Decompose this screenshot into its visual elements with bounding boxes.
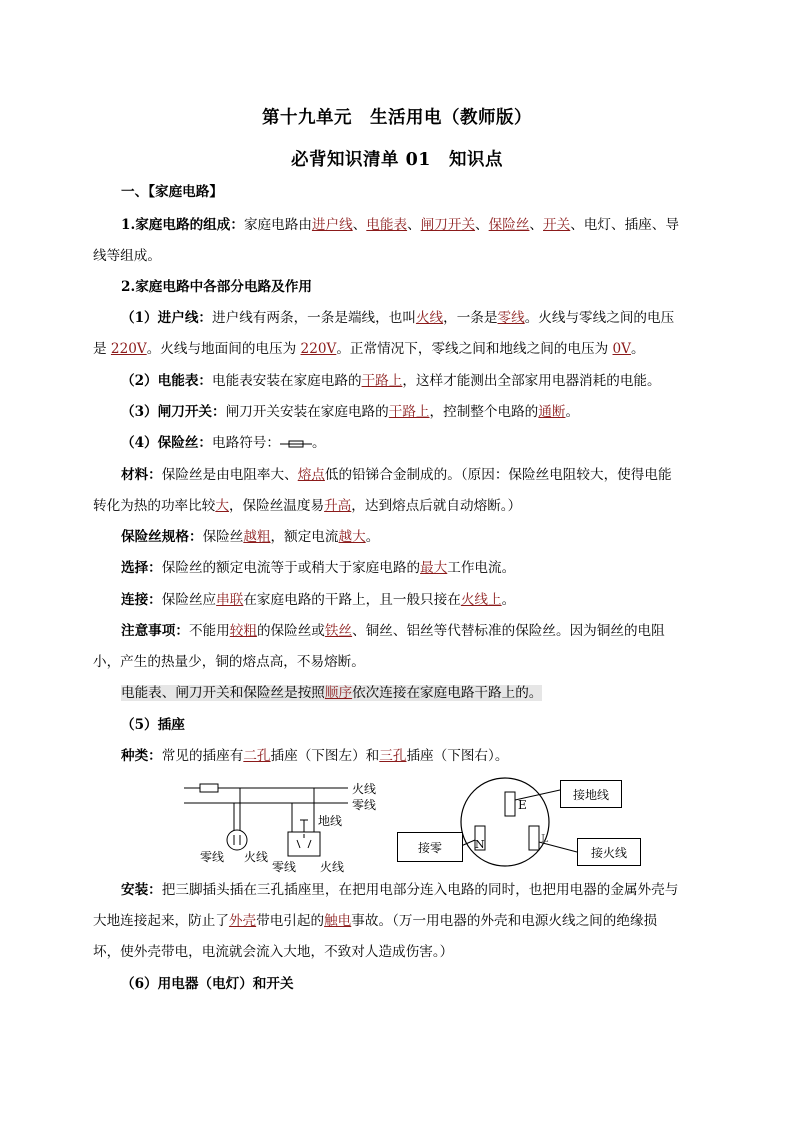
hole-l-label: L — [541, 832, 549, 845]
keyword: 220V — [300, 341, 337, 357]
paragraph-installation-cont2: 坏，使外壳带电，电流就会流入大地，不致对人造成伤害。） — [93, 944, 454, 960]
keyword: 外壳 — [228, 913, 257, 929]
text: 保险丝是由电阻率大、 — [161, 467, 298, 483]
text: ，控制整个电路的 — [429, 404, 539, 420]
keyword: 较粗 — [229, 623, 257, 639]
text: 家庭电路由 — [243, 217, 312, 233]
paragraph-installation-cont — [93, 911, 657, 931]
keyword: 开关 — [543, 217, 571, 233]
text: 电能表、闸刀开关和保险丝是按照 — [121, 685, 325, 701]
text: 。火线与零线之间的电压 — [524, 310, 675, 326]
text: ，额定电流 — [270, 529, 339, 545]
text: 、电灯、插座、导 — [570, 217, 679, 233]
neutral-wire-label: 零线 — [352, 798, 377, 812]
text: 、铜丝、铝丝等代替标准的保险丝。因为铜丝的电阻 — [352, 623, 665, 639]
paragraph-knife-switch — [121, 402, 579, 422]
keyword: 火线上 — [460, 592, 502, 608]
text: 不能用 — [188, 623, 230, 639]
keyword: 220V — [110, 341, 147, 357]
neutral-connect-label: 接零 — [397, 832, 463, 862]
live-wire-label: 火线 — [352, 782, 377, 796]
label: 选择： — [121, 560, 162, 576]
label: （1）进户线： — [121, 310, 213, 326]
text: 、 — [529, 217, 544, 233]
paragraph-precautions-cont: 小，产生的热量少，铜的熔点高，不易熔断。 — [93, 654, 365, 670]
three-hole-neutral-label: 零线 — [272, 860, 297, 874]
keyword: 零线 — [497, 310, 525, 326]
text: 转化为热的功率比较 — [93, 498, 216, 514]
keyword: 火线 — [415, 310, 444, 326]
text: 事故。（万一用电器的外壳和电源火线之间的绝缘损 — [351, 913, 658, 929]
label: （3）闸刀开关： — [121, 404, 226, 420]
keyword: 二孔 — [243, 748, 271, 764]
keyword: 触电 — [324, 913, 352, 929]
keyword: 升高 — [324, 498, 352, 514]
page-title: 第十九单元 生活用电（教师版） — [262, 108, 532, 128]
text: 。火线与地面间的电压为 — [146, 341, 301, 357]
label: 安装： — [121, 882, 162, 898]
section-heading-household-circuit: 一、【家庭电路】 — [121, 184, 223, 200]
text: 闸刀开关安装在家庭电路的 — [225, 404, 389, 420]
paragraph-selection — [121, 558, 515, 578]
text: 把三脚插头插在三孔插座里，在把用电部分连入电路的同时，也把用电器的金属外壳与 — [161, 882, 679, 898]
text: 。 — [501, 592, 516, 608]
text: 在家庭电路的干路上，且一般只接在 — [243, 592, 461, 608]
text: 工作电流。 — [447, 560, 516, 576]
text: ，达到熔点后就自动熔断。） — [351, 498, 522, 514]
label: 注意事项： — [121, 623, 189, 639]
text: 的保险丝或 — [256, 623, 325, 639]
keyword: 保险丝 — [488, 217, 530, 233]
two-hole-neutral-label: 零线 — [200, 850, 225, 864]
keyword: 顺序 — [324, 685, 353, 701]
keyword: 越粗 — [243, 529, 271, 545]
keyword: 0V — [612, 341, 631, 357]
socket-wiring-diagram — [180, 776, 380, 876]
paragraph-installation — [121, 880, 678, 900]
label: 连接： — [121, 592, 162, 608]
text: 带电引起的 — [256, 913, 325, 929]
label: 种类： — [121, 748, 162, 764]
ground-wire-label: 地线 — [318, 814, 343, 828]
paragraph-service-line-cont — [93, 339, 645, 359]
paragraph-fuse-spec — [121, 527, 379, 547]
text: ，这样才能测出全部家用电器消耗的电能。 — [402, 373, 661, 389]
keyword: 三孔 — [379, 748, 407, 764]
text: ，保险丝温度易 — [228, 498, 325, 514]
paragraph-composition-cont: 线等组成。 — [93, 248, 161, 264]
highlighted-text — [121, 685, 542, 701]
keyword: 大 — [215, 498, 229, 514]
keyword: 电能表 — [366, 217, 408, 233]
two-hole-live-label: 火线 — [244, 850, 269, 864]
text: 。正常情况下，零线之间和地线之间的电压为 — [336, 341, 613, 357]
paragraph-connection — [121, 590, 515, 610]
three-hole-live-label: 火线 — [320, 860, 345, 874]
label: （4）保险丝： — [121, 435, 213, 451]
keyword: 熔点 — [297, 467, 325, 483]
paragraph-fuse — [121, 433, 326, 453]
keyword: 铁丝 — [324, 623, 353, 639]
paragraph-composition — [121, 215, 679, 235]
text: 。 — [365, 529, 380, 545]
paragraph-precautions — [121, 621, 665, 641]
paragraph-material-cont — [93, 496, 521, 516]
text: 。 — [630, 341, 645, 357]
paragraph-material — [121, 465, 672, 485]
text: 、 — [352, 217, 367, 233]
text: 插座（下图右）。 — [406, 748, 509, 764]
label: 1.家庭电路的组成： — [121, 217, 244, 233]
page-subtitle: 必背知识清单 01 知识点 — [291, 150, 503, 170]
keyword: 通断 — [538, 404, 566, 420]
paragraph-service-line — [121, 308, 674, 328]
three-hole-socket-diagram — [395, 770, 645, 875]
heading-circuit-parts: 2.家庭电路中各部分电路及作用 — [121, 279, 312, 295]
text: 低的铅锑合金制成的。（原因：保险丝电阻较大，使得电能 — [324, 467, 672, 483]
keyword: 闸刀开关 — [420, 217, 476, 233]
label: 保险丝规格： — [121, 529, 203, 545]
keyword: 最大 — [420, 560, 448, 576]
keyword: 进户线 — [311, 217, 353, 233]
text: 保险丝应 — [161, 592, 217, 608]
text: 保险丝的额定电流等于或稍大于家庭电路的 — [161, 560, 421, 576]
text: 是 — [93, 341, 111, 357]
text: 大地连接起来，防止了 — [93, 913, 229, 929]
live-connect-label: 接火线 — [577, 838, 641, 866]
keyword: 干路上 — [361, 373, 403, 389]
text: 依次连接在家庭电路干路上的。 — [352, 685, 543, 701]
text: 保险丝 — [202, 529, 244, 545]
paragraph-order-note — [121, 683, 542, 703]
label: （2）电能表： — [121, 373, 213, 389]
hole-n-label: N — [475, 838, 485, 851]
keyword: 干路上 — [388, 404, 430, 420]
text: 。 — [565, 404, 580, 420]
keyword: 越大 — [338, 529, 366, 545]
text: 电能表安装在家庭电路的 — [212, 373, 362, 389]
text: 。 — [312, 435, 326, 451]
paragraph-meter — [121, 371, 661, 391]
hole-e-label: E — [518, 798, 527, 812]
text: 常见的插座有 — [161, 748, 244, 764]
heading-appliance-switch: （6）用电器（电灯）和开关 — [121, 976, 294, 992]
label: 材料： — [121, 467, 162, 483]
paragraph-socket-types — [121, 746, 508, 766]
keyword: 串联 — [216, 592, 244, 608]
fuse-symbol-icon — [280, 438, 312, 450]
text: 、 — [475, 217, 489, 233]
text: 、 — [407, 217, 421, 233]
text: 电路符号： — [212, 435, 280, 451]
heading-socket: （5）插座 — [121, 717, 185, 733]
text: 插座（下图左）和 — [270, 748, 380, 764]
text: 进户线有两条，一条是端线，也叫 — [212, 310, 416, 326]
text: ，一条是 — [443, 310, 498, 326]
ground-connect-label: 接地线 — [560, 780, 622, 808]
